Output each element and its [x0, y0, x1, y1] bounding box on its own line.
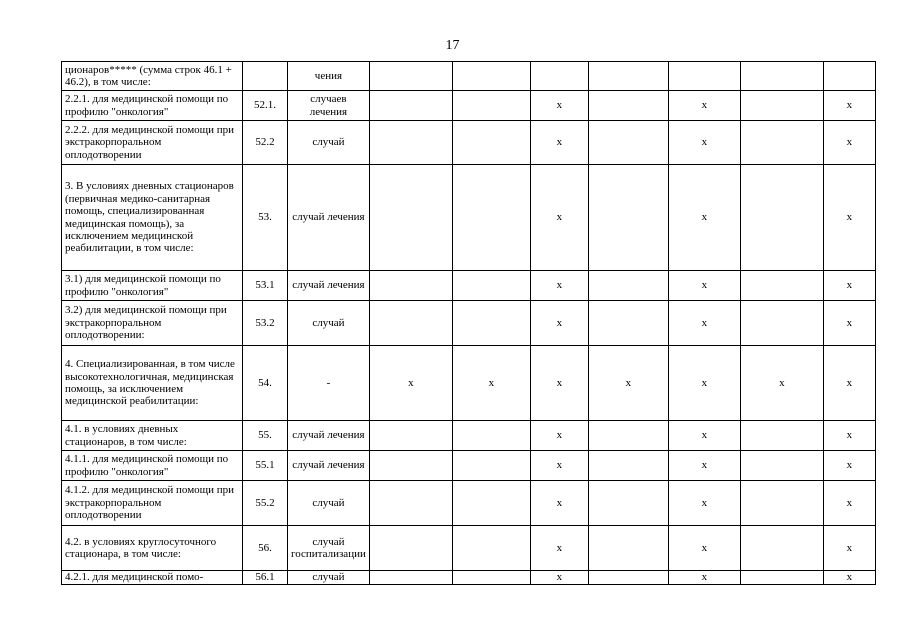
row-number: 52.2 — [243, 121, 288, 165]
row-value — [740, 481, 823, 526]
row-value: x — [668, 271, 740, 301]
row-value: x — [530, 421, 588, 451]
row-value — [369, 62, 452, 91]
row-value: x — [823, 165, 875, 271]
row-value: x — [823, 346, 875, 421]
row-unit: случай — [288, 481, 370, 526]
row-value: x — [668, 451, 740, 481]
row-value: x — [530, 91, 588, 121]
row-value — [740, 271, 823, 301]
row-value: x — [823, 301, 875, 346]
row-value: x — [530, 481, 588, 526]
row-value — [452, 62, 530, 91]
row-number: 56.1 — [243, 571, 288, 585]
row-value — [369, 421, 452, 451]
row-value — [452, 271, 530, 301]
row-value — [588, 571, 668, 585]
page-number: 17 — [445, 38, 460, 53]
row-label: 3.1) для медицинской помощи по профилю "онкология" — [62, 271, 243, 301]
row-value — [740, 451, 823, 481]
row-unit: случай лечения — [288, 421, 370, 451]
table-row — [62, 121, 876, 165]
table-row — [62, 301, 876, 346]
row-value: x — [530, 451, 588, 481]
row-unit: случай — [288, 301, 370, 346]
row-label: 4. Специализированная, в том числе высокотехнологичная, медицинская помощь, за исключением медицинской реабилитации: — [62, 346, 243, 421]
row-value — [369, 91, 452, 121]
row-value — [588, 271, 668, 301]
row-value — [530, 62, 588, 91]
row-value: x — [530, 346, 588, 421]
row-value: x — [668, 301, 740, 346]
row-value — [588, 62, 668, 91]
row-label: 4.1. в условиях дневных стационаров, в том числе: — [62, 421, 243, 451]
row-value: x — [530, 526, 588, 571]
row-number: 52.1. — [243, 91, 288, 121]
row-value — [668, 62, 740, 91]
row-number: 53. — [243, 165, 288, 271]
row-number: 55.2 — [243, 481, 288, 526]
row-value: x — [823, 526, 875, 571]
table-row — [62, 481, 876, 526]
row-value — [588, 451, 668, 481]
table-row — [62, 165, 876, 271]
row-value: x — [823, 451, 875, 481]
row-value — [452, 526, 530, 571]
row-value: x — [823, 481, 875, 526]
row-value — [588, 91, 668, 121]
row-value — [369, 526, 452, 571]
row-value — [740, 421, 823, 451]
row-label: 4.2. в условиях круглосуточного стационара, в том числе: — [62, 526, 243, 571]
row-value: x — [823, 271, 875, 301]
row-value: x — [823, 121, 875, 165]
row-value: x — [668, 346, 740, 421]
row-value — [740, 571, 823, 585]
row-value — [452, 571, 530, 585]
row-value: x — [668, 165, 740, 271]
row-label: 3.2) для медицинской помощи при экстракорпоральном оплодотворении: — [62, 301, 243, 346]
row-value — [588, 481, 668, 526]
row-number: 53.1 — [243, 271, 288, 301]
row-value: x — [668, 91, 740, 121]
table-row — [62, 346, 876, 421]
row-value — [588, 165, 668, 271]
row-value: x — [588, 346, 668, 421]
row-label: ционаров***** (сумма строк 46.1 + 46.2), в том числе: — [62, 62, 243, 91]
row-number — [243, 62, 288, 91]
row-value — [740, 526, 823, 571]
row-label: 4.1.1. для медицинской помощи по профилю "онкология" — [62, 451, 243, 481]
row-value — [369, 451, 452, 481]
row-value — [588, 121, 668, 165]
row-value — [588, 421, 668, 451]
row-value: x — [668, 421, 740, 451]
row-value: x — [530, 571, 588, 585]
row-unit: случаев лечения — [288, 91, 370, 121]
row-unit: случай лечения — [288, 165, 370, 271]
table-row — [62, 421, 876, 451]
row-unit: случай — [288, 121, 370, 165]
row-label: 3. В условиях дневных стационаров (первичная медико-санитарная помощь, специализированная медицинская помощь), за исключением медицинской реабилитации, в том числе: — [62, 165, 243, 271]
row-value: x — [823, 91, 875, 121]
row-value: x — [530, 301, 588, 346]
table-row — [62, 62, 876, 91]
row-value — [588, 526, 668, 571]
row-unit: случай лечения — [288, 271, 370, 301]
row-value — [452, 165, 530, 271]
row-value: x — [668, 481, 740, 526]
row-value — [369, 481, 452, 526]
row-label: 4.1.2. для медицинской помощи при экстракорпоральном оплодотворении — [62, 481, 243, 526]
row-number: 53.2 — [243, 301, 288, 346]
row-value — [740, 301, 823, 346]
row-number: 55. — [243, 421, 288, 451]
row-value — [588, 301, 668, 346]
row-unit: случай — [288, 571, 370, 585]
row-value — [452, 301, 530, 346]
row-value: x — [823, 571, 875, 585]
row-unit: случай лечения — [288, 451, 370, 481]
row-unit: случай госпитализации — [288, 526, 370, 571]
row-value: x — [530, 271, 588, 301]
row-value — [452, 481, 530, 526]
row-value — [452, 121, 530, 165]
row-value — [369, 165, 452, 271]
row-unit: чения — [288, 62, 370, 91]
row-value — [369, 121, 452, 165]
row-value — [369, 301, 452, 346]
row-value: x — [668, 121, 740, 165]
row-value — [740, 91, 823, 121]
data-table — [61, 61, 876, 585]
row-value — [740, 121, 823, 165]
row-value: x — [740, 346, 823, 421]
table-row — [62, 451, 876, 481]
table-row — [62, 571, 876, 585]
table-row — [62, 271, 876, 301]
row-value — [369, 571, 452, 585]
row-value — [369, 271, 452, 301]
row-value: x — [668, 526, 740, 571]
table-row — [62, 526, 876, 571]
row-value: x — [668, 571, 740, 585]
row-value — [740, 62, 823, 91]
row-label: 2.2.1. для медицинской помощи по профилю "онкология" — [62, 91, 243, 121]
row-value — [452, 91, 530, 121]
row-value — [452, 421, 530, 451]
row-label: 4.2.1. для медицинской помо- — [62, 571, 243, 585]
row-value: x — [452, 346, 530, 421]
row-number: 55.1 — [243, 451, 288, 481]
row-value — [452, 451, 530, 481]
row-value: x — [530, 121, 588, 165]
row-number: 54. — [243, 346, 288, 421]
row-value: x — [823, 421, 875, 451]
row-unit: - — [288, 346, 370, 421]
row-value — [823, 62, 875, 91]
row-label: 2.2.2. для медицинской помощи при экстракорпоральном оплодотворении — [62, 121, 243, 165]
table-row — [62, 91, 876, 121]
row-value — [740, 165, 823, 271]
row-value: x — [530, 165, 588, 271]
row-number: 56. — [243, 526, 288, 571]
row-value: x — [369, 346, 452, 421]
